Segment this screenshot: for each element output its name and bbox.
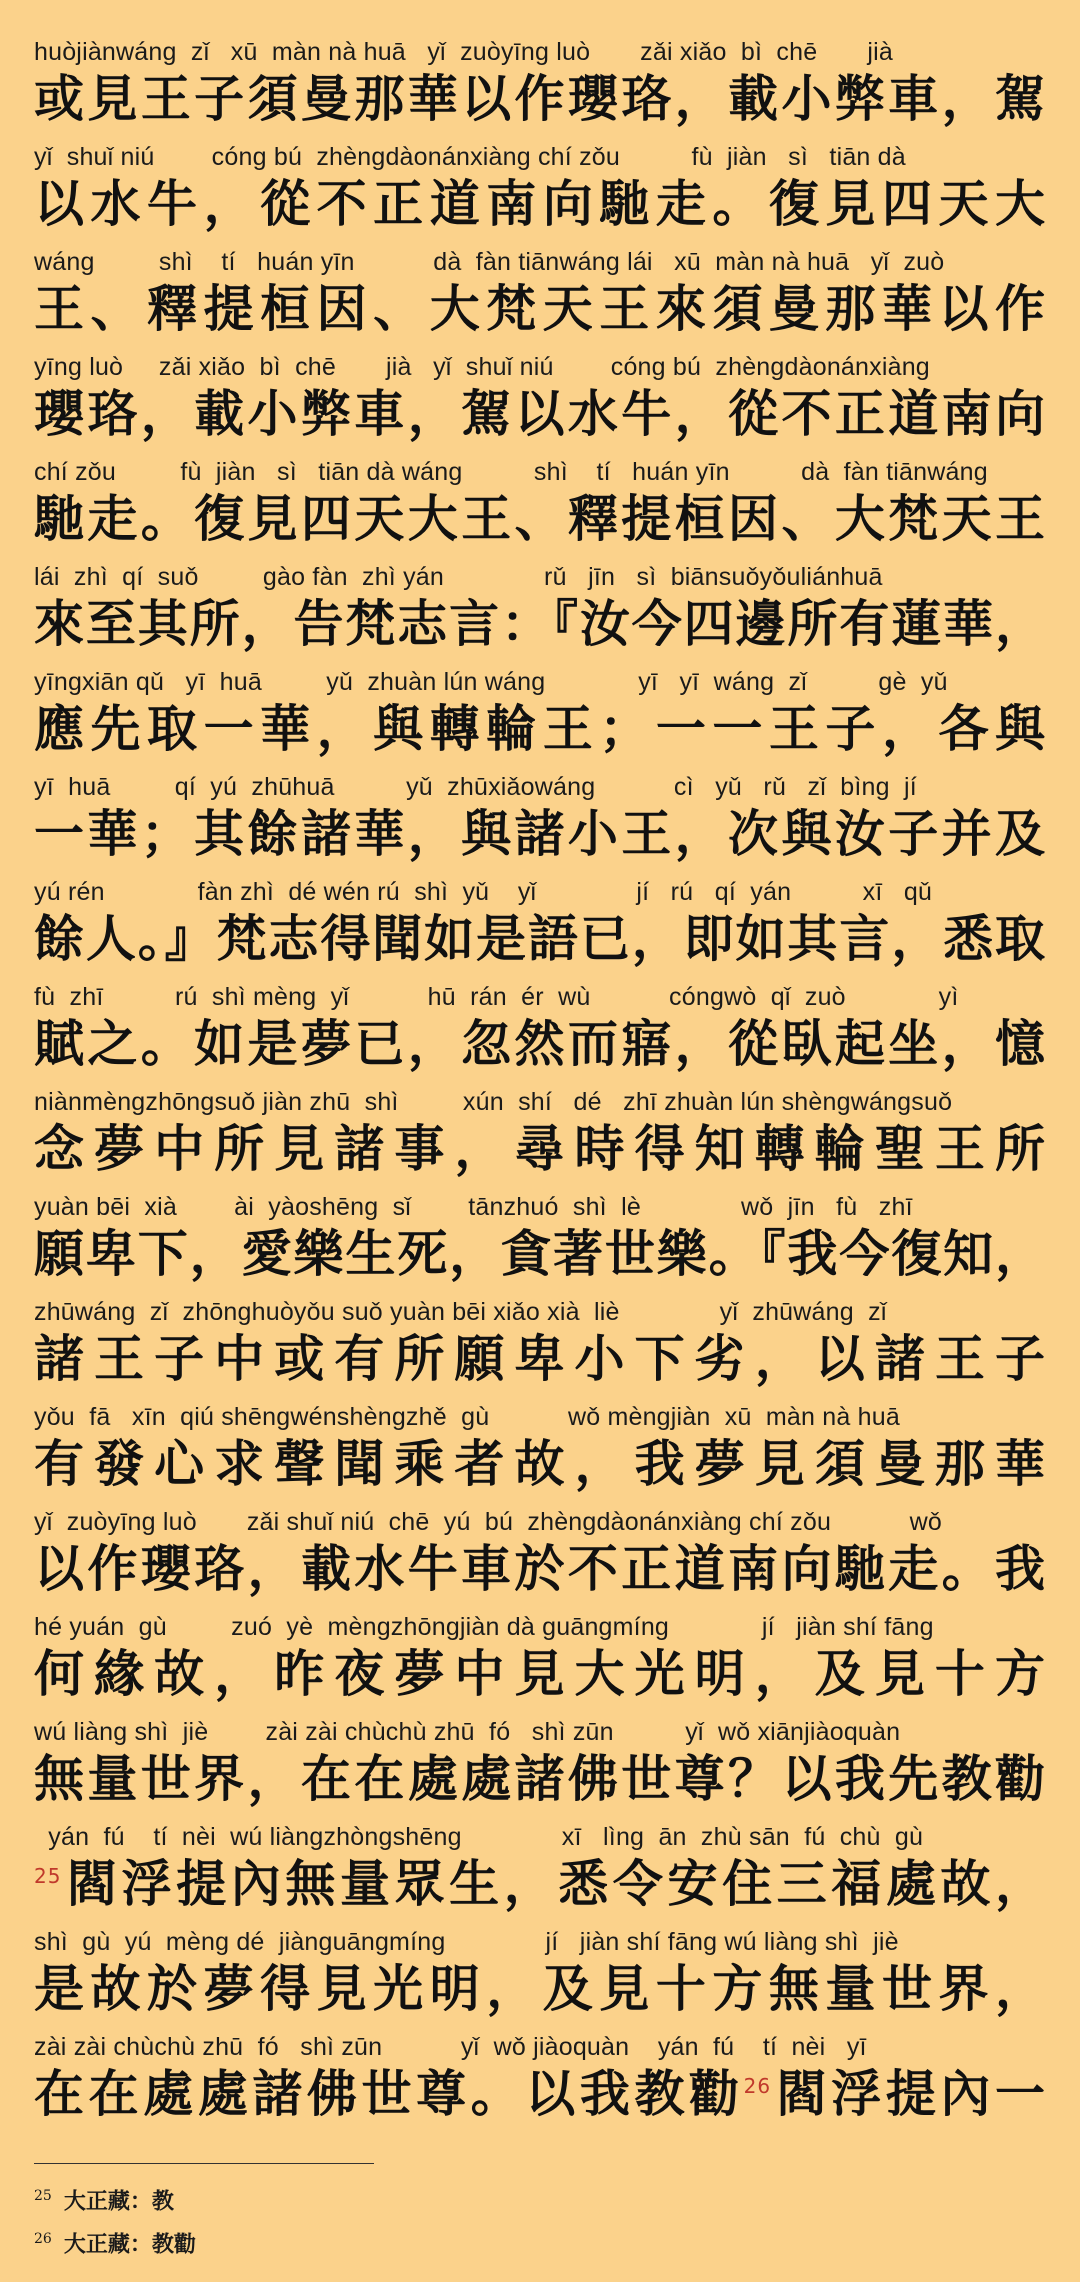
text-line-1 (34, 36, 1046, 130)
hanzi-line: 願卑下，愛樂生死，貪著世樂。『我今復知， (34, 1225, 1046, 1283)
hanzi-line: 餘人。』梵志得聞如是語已，即如其言，悉取 (34, 910, 1046, 968)
pinyin-line: wú liàng shì jiè zài zài chùchù zhū fó shì zūn yǐ wǒ xiānjiàoquàn (34, 1718, 901, 1746)
hanzi-line: 賦之。如是夢已，忽然而寤，從臥起坐，憶 (34, 1015, 1046, 1073)
pinyin-line: wáng shì tí huán yīn dà fàn tiānwáng lái xū màn nà huā yǐ zuò (34, 248, 945, 276)
footnote-25 (34, 2177, 196, 2220)
pinyin-line: yīngxiān qǔ yī huā yǔ zhuàn lún wáng yī yī wáng zǐ gè yǔ (34, 668, 948, 696)
footnotes (34, 2177, 196, 2264)
pinyin-line: yǐ zuòyīng luò zǎi shuǐ niú chē yú bú zhèngdàonánxiàng chí zǒu wǒ (34, 1508, 943, 1536)
hanzi-line: 應先取一華，與轉輪王；一一王子，各與 (34, 700, 1046, 758)
hanzi-line: 馳走。復見四天大王、釋提桓因、大梵天王 (34, 490, 1046, 548)
pinyin-line: yī huā qí yú zhūhuā yǔ zhūxiǎowáng cì yǔ rǔ zǐ bìng jí (34, 773, 917, 801)
text-line-9 (34, 876, 1046, 970)
hanzi-line: 以作瓔珞，載水牛車於不正道南向馳走。我 (34, 1540, 1046, 1598)
text-line-15 (34, 1506, 1046, 1600)
hanzi-text: 閻浮提內一 (773, 2065, 1047, 2123)
footnote-text: 大正藏：教 (63, 2188, 174, 2215)
pinyin-line: yuàn bēi xià ài yàoshēng sǐ tānzhuó shì lè wǒ jīn fù zhī (34, 1193, 913, 1221)
hanzi-line: 一華；其餘諸華，與諸小王，次與汝子并及 (34, 805, 1046, 863)
hanzi-line (34, 1853, 1046, 1915)
text-line-20 (34, 2031, 1046, 2125)
hanzi-line: 無量世界，在在處處諸佛世尊？以我先教勸 (34, 1750, 1046, 1808)
footnote-number: 26 (34, 2231, 52, 2248)
footnote-number: 25 (34, 2188, 52, 2204)
pinyin-line: yīng luò zǎi xiǎo bì chē jià yǐ shuǐ niú cóng bú zhèngdàonánxiàng (34, 353, 930, 381)
footnote-divider (34, 2163, 374, 2164)
text-line-14 (34, 1401, 1046, 1495)
hanzi-line: 念夢中所見諸事，尋時得知轉輪聖王所 (34, 1120, 1046, 1178)
text-line-11 (34, 1086, 1046, 1180)
text-line-5 (34, 456, 1046, 550)
hanzi-line: 王、釋提桓因、大梵天王來須曼那華以作 (34, 280, 1046, 338)
text-line-8 (34, 771, 1046, 865)
footnote-ref-25[interactable]: 25 (34, 1864, 62, 1889)
hanzi-line: 諸王子中或有所願卑小下劣，以諸王子 (34, 1330, 1046, 1388)
hanzi-text: 在在處處諸佛世尊。以我教勸 (34, 2065, 744, 2123)
text-line-17 (34, 1716, 1046, 1810)
hanzi-line: 或見王子須曼那華以作瓔珞，載小弊車，駕 (34, 70, 1046, 128)
pinyin-line: zài zài chùchù zhū fó shì zūn yǐ wǒ jiàoquàn yán fú tí nèi yī (34, 2033, 867, 2061)
hanzi-line: 以水牛，從不正道南向馳走。復見四天大 (34, 175, 1046, 233)
text-line-18 (34, 1821, 1046, 1915)
hanzi-text: 閻浮提內無量眾生，悉令安住三福處故， (63, 1855, 1046, 1913)
footnote-text: 大正藏：教勸 (63, 2231, 196, 2258)
pinyin-line: lái zhì qí suǒ gào fàn zhì yán rǔ jīn sì biānsuǒyǒuliánhuā (34, 563, 883, 591)
pinyin-line: huòjiànwáng zǐ xū màn nà huā yǐ zuòyīng luò zǎi xiǎo bì chē jià (34, 38, 893, 66)
hanzi-line: 是故於夢得見光明，及見十方無量世界， (34, 1960, 1046, 2018)
pinyin-line: yú rén fàn zhì dé wén rú shì yǔ yǐ jí rú qí yán xī qǔ (34, 878, 933, 906)
footnote-26 (34, 2220, 196, 2263)
pinyin-line: yǒu fā xīn qiú shēngwénshèngzhě gù wǒ mèngjiàn xū màn nà huā (34, 1403, 900, 1431)
hanzi-line: 有發心求聲聞乘者故，我夢見須曼那華 (34, 1435, 1046, 1493)
pinyin-line: hé yuán gù zuó yè mèngzhōngjiàn dà guāngmíng jí jiàn shí fāng (34, 1613, 934, 1641)
text-line-12 (34, 1191, 1046, 1285)
hanzi-line: 何緣故，昨夜夢中見大光明，及見十方 (34, 1645, 1046, 1703)
pinyin-line: chí zǒu fù jiàn sì tiān dà wáng shì tí huán yīn dà fàn tiānwáng (34, 458, 988, 486)
pinyin-line: yǐ shuǐ niú cóng bú zhèngdàonánxiàng chí zǒu fù jiàn sì tiān dà (34, 143, 906, 171)
pinyin-line: shì gù yú mèng dé jiànguāngmíng jí jiàn shí fāng wú liàng shì jiè (34, 1928, 899, 1956)
hanzi-line: 瓔珞，載小弊車，駕以水牛，從不正道南向 (34, 385, 1046, 443)
text-line-10 (34, 981, 1046, 1075)
text-line-19 (34, 1926, 1046, 2020)
text-line-2 (34, 141, 1046, 235)
hanzi-line (34, 2063, 1046, 2125)
text-line-13 (34, 1296, 1046, 1390)
pinyin-line: niànmèngzhōngsuǒ jiàn zhū shì xún shí dé zhī zhuàn lún shèngwángsuǒ (34, 1088, 953, 1116)
text-line-6 (34, 561, 1046, 655)
text-line-4 (34, 351, 1046, 445)
pinyin-line: zhūwáng zǐ zhōnghuòyǒu suǒ yuàn bēi xiǎo xià liè yǐ zhūwáng zǐ (34, 1298, 887, 1326)
pinyin-line: fù zhī rú shì mèng yǐ hū rán ér wù cóngwò qǐ zuò yì (34, 983, 959, 1011)
text-line-16 (34, 1611, 1046, 1705)
text-line-3 (34, 246, 1046, 340)
hanzi-line: 來至其所，告梵志言：『汝今四邊所有蓮華， (34, 595, 1046, 653)
footnote-ref-26[interactable]: 26 (743, 2074, 772, 2099)
pinyin-line: yán fú tí nèi wú liàngzhòngshēng xī lìng ān zhù sān fú chù gù (34, 1823, 924, 1851)
text-line-7 (34, 666, 1046, 760)
